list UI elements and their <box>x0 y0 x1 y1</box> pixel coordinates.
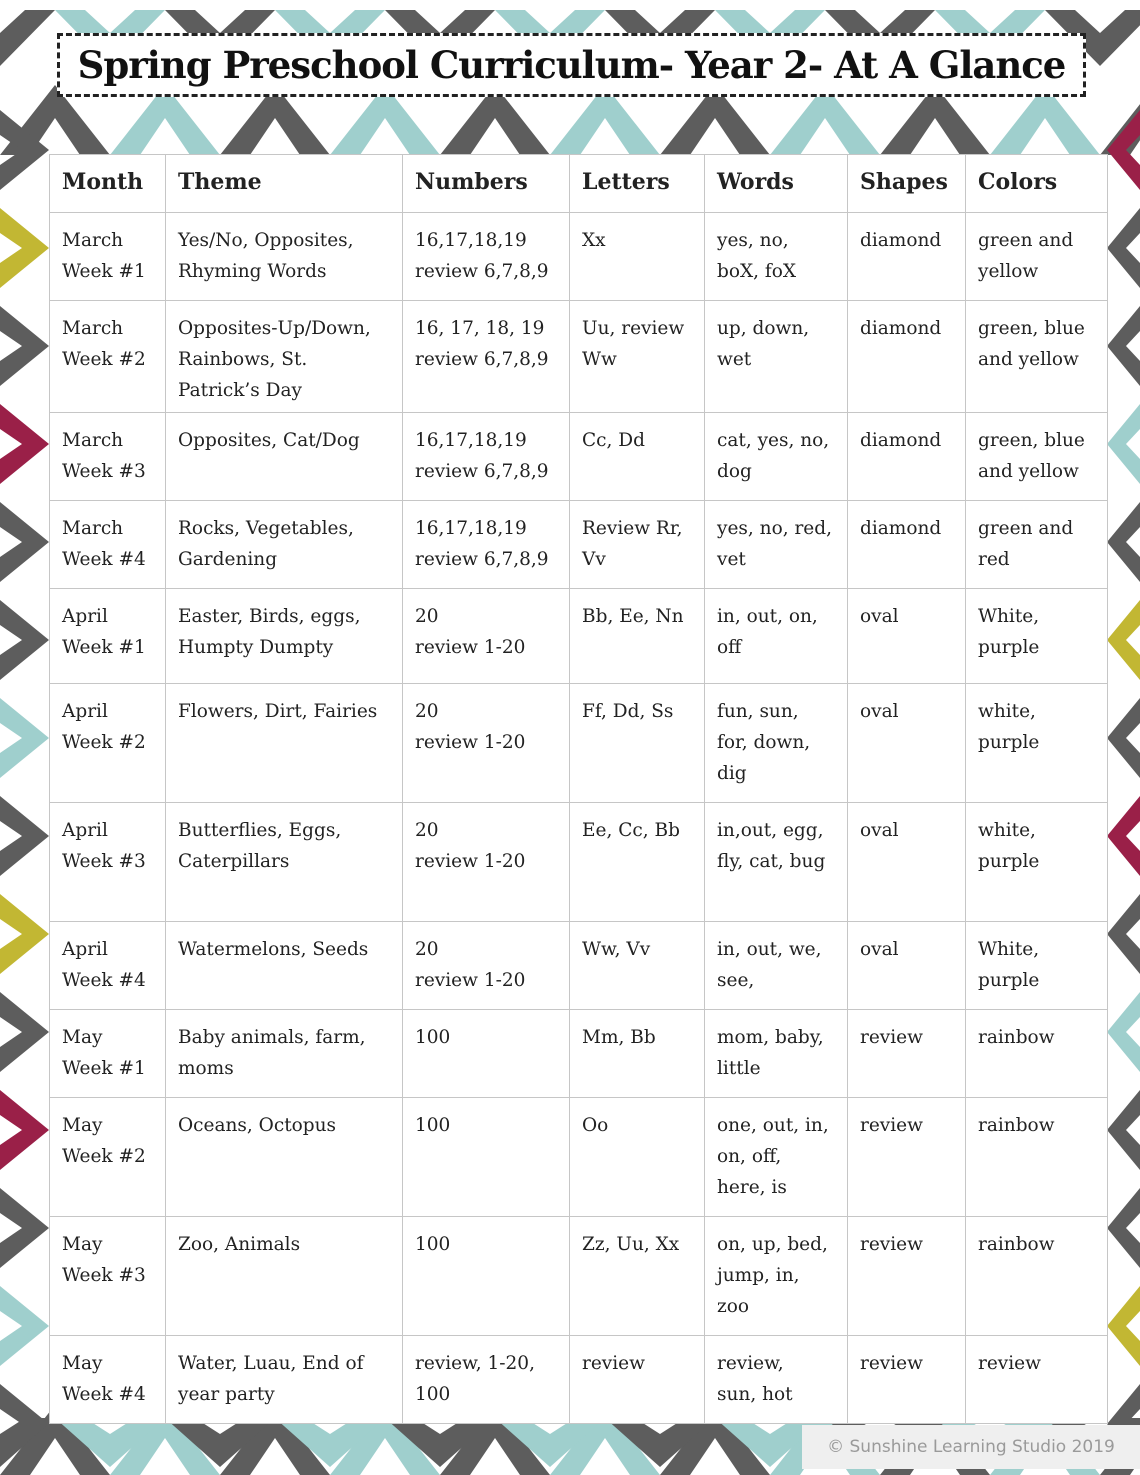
cell-line: review <box>860 1027 923 1048</box>
header-shapes: Shapes <box>848 155 966 213</box>
cell-line: Opposites, Cat/Dog <box>178 430 360 451</box>
chevron-shape <box>1107 404 1140 484</box>
cell-line: zoo <box>717 1296 750 1317</box>
cell-theme <box>166 589 403 684</box>
header-row <box>50 155 1108 213</box>
cell-numbers <box>403 1010 570 1098</box>
cell-colors <box>966 1217 1108 1336</box>
cell-line: White, <box>978 606 1040 627</box>
cell-line: and yellow <box>978 461 1079 482</box>
cell-line: Week #2 <box>62 732 146 753</box>
cell-words <box>705 922 848 1010</box>
chevron-shape <box>0 1188 49 1268</box>
cell-month <box>50 922 166 1010</box>
table-row <box>50 1336 1108 1424</box>
cell-line: Oo <box>582 1115 609 1136</box>
cell-line: review 6,7,8,9 <box>415 261 549 282</box>
cell-line: Rhyming Words <box>178 261 327 282</box>
cell-words <box>705 413 848 501</box>
cell-line: 16,17,18,19 <box>415 230 527 251</box>
cell-line: May <box>62 1234 103 1255</box>
cell-line: one, out, in, <box>717 1115 829 1136</box>
chevron-shape <box>1107 306 1140 386</box>
cell-line: Week #3 <box>62 851 146 872</box>
cell-colors <box>966 803 1108 922</box>
cell-numbers <box>403 589 570 684</box>
cell-line: diamond <box>860 230 942 251</box>
page-title: Spring Preschool Curriculum- Year 2- At A Glance <box>77 43 1066 87</box>
chevron-shape <box>1107 1286 1140 1366</box>
cell-line: review 6,7,8,9 <box>415 349 549 370</box>
cell-month <box>50 803 166 922</box>
cell-colors <box>966 589 1108 684</box>
cell-shapes <box>848 803 966 922</box>
chevron-shape <box>1107 698 1140 778</box>
cell-letters <box>570 1336 705 1424</box>
cell-month <box>50 589 166 684</box>
cell-numbers <box>403 301 570 413</box>
cell-month <box>50 1217 166 1336</box>
cell-colors <box>966 1336 1108 1424</box>
cell-letters <box>570 501 705 589</box>
cell-words <box>705 589 848 684</box>
cell-theme <box>166 1217 403 1336</box>
cell-line: yes, no, red, <box>717 518 832 539</box>
cell-line: year party <box>178 1384 275 1405</box>
cell-colors <box>966 1010 1108 1098</box>
cell-line: Opposites-Up/Down, <box>178 318 371 339</box>
cell-month <box>50 684 166 803</box>
cell-shapes <box>848 1217 966 1336</box>
cell-line: Week #1 <box>62 261 146 282</box>
curriculum-table-wrapper <box>49 154 1107 1424</box>
title-banner <box>57 33 1086 97</box>
cell-words <box>705 803 848 922</box>
cell-line: May <box>62 1027 103 1048</box>
chevron-shape <box>0 796 49 876</box>
cell-colors <box>966 501 1108 589</box>
cell-line: 100 <box>415 1384 451 1405</box>
cell-line: Rainbows, St. <box>178 349 308 370</box>
cell-line: white, <box>978 820 1036 841</box>
cell-line: Patrick’s Day <box>178 380 302 401</box>
cell-line: Xx <box>582 230 606 251</box>
cell-line: purple <box>978 732 1040 753</box>
cell-line: Week #4 <box>62 1384 146 1405</box>
cell-line: sun, hot <box>717 1384 793 1405</box>
chevron-shape <box>1107 894 1140 974</box>
cell-numbers <box>403 413 570 501</box>
cell-line: review <box>860 1353 923 1374</box>
cell-line: green and <box>978 518 1074 539</box>
cell-line: green, blue <box>978 430 1085 451</box>
cell-shapes <box>848 501 966 589</box>
cell-line: mom, baby, <box>717 1027 824 1048</box>
cell-line: Week #3 <box>62 1265 146 1286</box>
cell-line: Week #2 <box>62 1146 146 1167</box>
chevron-shape <box>1107 110 1140 190</box>
cell-line: Week #4 <box>62 970 146 991</box>
cell-line: review 1-20 <box>415 732 526 753</box>
cell-theme <box>166 1336 403 1424</box>
cell-letters <box>570 1217 705 1336</box>
table-row <box>50 213 1108 301</box>
cell-month <box>50 301 166 413</box>
cell-line: 16, 17, 18, 19 <box>415 318 545 339</box>
cell-shapes <box>848 413 966 501</box>
chevron-shape <box>0 600 49 680</box>
cell-theme <box>166 301 403 413</box>
cell-letters <box>570 301 705 413</box>
chevron-shape <box>0 404 49 484</box>
cell-line: review 6,7,8,9 <box>415 549 549 570</box>
cell-line: Week #4 <box>62 549 146 570</box>
cell-letters <box>570 684 705 803</box>
chevron-shape <box>1107 992 1140 1072</box>
cell-words <box>705 301 848 413</box>
chevron-shape <box>1107 502 1140 582</box>
cell-line: Week #1 <box>62 1058 146 1079</box>
cell-shapes <box>848 1336 966 1424</box>
cell-line: diamond <box>860 318 942 339</box>
cell-numbers <box>403 922 570 1010</box>
table-row <box>50 301 1108 413</box>
cell-letters <box>570 1098 705 1217</box>
table-row <box>50 1217 1108 1336</box>
cell-line: red <box>978 549 1010 570</box>
cell-line: May <box>62 1115 103 1136</box>
cell-letters <box>570 922 705 1010</box>
cell-line: purple <box>978 637 1040 658</box>
cell-words <box>705 1217 848 1336</box>
cell-letters <box>570 413 705 501</box>
cell-month <box>50 413 166 501</box>
cell-line: fun, sun, <box>717 701 799 722</box>
cell-line: review 1-20 <box>415 970 526 991</box>
cell-letters <box>570 589 705 684</box>
cell-words <box>705 501 848 589</box>
cell-line: on, up, bed, <box>717 1234 828 1255</box>
cell-line: March <box>62 518 124 539</box>
cell-line: Mm, Bb <box>582 1027 656 1048</box>
table-row <box>50 1098 1108 1217</box>
cell-line: Easter, Birds, eggs, <box>178 606 361 627</box>
cell-line: purple <box>978 851 1040 872</box>
cell-line: May <box>62 1353 103 1374</box>
cell-line: 20 <box>415 939 439 960</box>
cell-line: fly, cat, bug <box>717 851 826 872</box>
cell-line: 20 <box>415 606 439 627</box>
cell-theme <box>166 501 403 589</box>
cell-line: Review Rr, <box>582 518 683 539</box>
header-numbers: Numbers <box>403 155 570 213</box>
cell-line: dig <box>717 763 747 784</box>
chevron-shape <box>1107 1188 1140 1268</box>
cell-line: green, blue <box>978 318 1085 339</box>
cell-line: vet <box>717 549 746 570</box>
cell-numbers <box>403 803 570 922</box>
cell-colors <box>966 301 1108 413</box>
cell-colors <box>966 1098 1108 1217</box>
chevron-shape <box>0 1286 49 1366</box>
chevron-shape <box>0 306 49 386</box>
cell-line: see, <box>717 970 755 991</box>
cell-theme <box>166 413 403 501</box>
cell-line: White, <box>978 939 1040 960</box>
cell-line: March <box>62 430 124 451</box>
cell-line: Water, Luau, End of <box>178 1353 364 1374</box>
cell-line: Bb, Ee, Nn <box>582 606 684 627</box>
cell-shapes <box>848 922 966 1010</box>
cell-line: Zz, Uu, Xx <box>582 1234 680 1255</box>
table-row <box>50 1010 1108 1098</box>
chevron-shape <box>0 1090 49 1170</box>
table-row <box>50 684 1108 803</box>
header-theme: Theme <box>166 155 403 213</box>
cell-line: April <box>62 939 108 960</box>
cell-line: diamond <box>860 430 942 451</box>
cell-line: Flowers, Dirt, Fairies <box>178 701 378 722</box>
cell-numbers <box>403 213 570 301</box>
cell-line: Vv <box>582 549 606 570</box>
cell-theme <box>166 1010 403 1098</box>
table-body <box>50 213 1108 1424</box>
cell-line: review 1-20 <box>415 637 526 658</box>
header-words: Words <box>705 155 848 213</box>
cell-line: Yes/No, Opposites, <box>178 230 354 251</box>
cell-line: 100 <box>415 1234 451 1255</box>
cell-shapes <box>848 1098 966 1217</box>
cell-colors <box>966 213 1108 301</box>
cell-line: review <box>860 1234 923 1255</box>
cell-line: in,out, egg, <box>717 820 824 841</box>
cell-colors <box>966 922 1108 1010</box>
chevron-shape <box>1107 600 1140 680</box>
cell-line: oval <box>860 606 899 627</box>
cell-shapes <box>848 1010 966 1098</box>
cell-line: review, 1-20, <box>415 1353 535 1374</box>
cell-line: here, is <box>717 1177 787 1198</box>
cell-letters <box>570 1010 705 1098</box>
cell-line: Cc, Dd <box>582 430 645 451</box>
cell-line: April <box>62 820 108 841</box>
cell-line: green and <box>978 230 1074 251</box>
cell-words <box>705 213 848 301</box>
chevron-shape <box>1107 1090 1140 1170</box>
header-month: Month <box>50 155 166 213</box>
cell-month <box>50 213 166 301</box>
cell-theme <box>166 213 403 301</box>
copyright-notice: © Sunshine Learning Studio 2019 <box>802 1425 1140 1469</box>
cell-shapes <box>848 589 966 684</box>
cell-colors <box>966 413 1108 501</box>
table-row <box>50 803 1108 922</box>
cell-shapes <box>848 684 966 803</box>
table-row <box>50 922 1108 1010</box>
cell-month <box>50 1010 166 1098</box>
cell-numbers <box>403 684 570 803</box>
cell-line: in, out, on, <box>717 606 818 627</box>
cell-numbers <box>403 1217 570 1336</box>
cell-line: Caterpillars <box>178 851 290 872</box>
chevron-shape <box>0 992 49 1072</box>
cell-line: Ww <box>582 349 617 370</box>
table-row <box>50 589 1108 684</box>
header-letters: Letters <box>570 155 705 213</box>
cell-line: Baby animals, farm, <box>178 1027 366 1048</box>
chevron-shape <box>1107 208 1140 288</box>
cell-line: Humpty Dumpty <box>178 637 334 658</box>
cell-line: Zoo, Animals <box>178 1234 301 1255</box>
cell-line: in, out, we, <box>717 939 822 960</box>
header-colors: Colors <box>966 155 1108 213</box>
chevron-shape <box>0 502 49 582</box>
cell-line: dog <box>717 461 752 482</box>
cell-line: off <box>717 637 742 658</box>
cell-line: white, <box>978 701 1036 722</box>
cell-line: 20 <box>415 701 439 722</box>
cell-numbers <box>403 501 570 589</box>
cell-line: cat, yes, no, <box>717 430 830 451</box>
chevron-shape <box>0 698 49 778</box>
chevron-shape <box>0 10 55 66</box>
cell-line: Ff, Dd, Ss <box>582 701 674 722</box>
curriculum-table <box>49 154 1108 1424</box>
cell-line: oval <box>860 701 899 722</box>
cell-line: Watermelons, Seeds <box>178 939 369 960</box>
cell-line: review <box>978 1353 1041 1374</box>
cell-line: 20 <box>415 820 439 841</box>
cell-line: review, <box>717 1353 784 1374</box>
cell-line: oval <box>860 820 899 841</box>
cell-line: wet <box>717 349 752 370</box>
cell-line: review <box>860 1115 923 1136</box>
cell-line: March <box>62 318 124 339</box>
cell-theme <box>166 922 403 1010</box>
cell-line: boX, foX <box>717 261 797 282</box>
cell-line: Rocks, Vegetables, <box>178 518 354 539</box>
cell-theme <box>166 803 403 922</box>
cell-month <box>50 1336 166 1424</box>
cell-line: 100 <box>415 1115 451 1136</box>
cell-line: up, down, <box>717 318 810 339</box>
cell-line: Week #1 <box>62 637 146 658</box>
cell-words <box>705 1098 848 1217</box>
cell-line: April <box>62 701 108 722</box>
cell-theme <box>166 684 403 803</box>
cell-line: Oceans, Octopus <box>178 1115 337 1136</box>
cell-line: 100 <box>415 1027 451 1048</box>
table-row <box>50 501 1108 589</box>
cell-line: Week #3 <box>62 461 146 482</box>
cell-words <box>705 1336 848 1424</box>
cell-line: yes, no, <box>717 230 789 251</box>
cell-numbers <box>403 1098 570 1217</box>
cell-line: Ee, Cc, Bb <box>582 820 680 841</box>
cell-line: March <box>62 230 124 251</box>
cell-line: review 1-20 <box>415 851 526 872</box>
cell-line: yellow <box>978 261 1039 282</box>
cell-line: rainbow <box>978 1234 1055 1255</box>
cell-month <box>50 501 166 589</box>
chevron-shape <box>0 208 49 288</box>
cell-line: rainbow <box>978 1115 1055 1136</box>
cell-letters <box>570 803 705 922</box>
cell-line: oval <box>860 939 899 960</box>
cell-numbers <box>403 1336 570 1424</box>
cell-line: moms <box>178 1058 234 1079</box>
cell-line: Ww, Vv <box>582 939 651 960</box>
cell-line: for, down, <box>717 732 811 753</box>
cell-theme <box>166 1098 403 1217</box>
cell-line: and yellow <box>978 349 1079 370</box>
cell-line: purple <box>978 970 1040 991</box>
cell-line: review 6,7,8,9 <box>415 461 549 482</box>
cell-shapes <box>848 301 966 413</box>
cell-line: Uu, review <box>582 318 685 339</box>
cell-line: Week #2 <box>62 349 146 370</box>
cell-shapes <box>848 213 966 301</box>
cell-line: Gardening <box>178 549 278 570</box>
chevron-shape <box>1107 796 1140 876</box>
cell-line: 16,17,18,19 <box>415 518 527 539</box>
cell-words <box>705 684 848 803</box>
cell-colors <box>966 684 1108 803</box>
cell-letters <box>570 213 705 301</box>
cell-line: 16,17,18,19 <box>415 430 527 451</box>
cell-line: rainbow <box>978 1027 1055 1048</box>
chevron-shape <box>0 894 49 974</box>
cell-line: April <box>62 606 108 627</box>
cell-line: jump, in, <box>717 1265 800 1286</box>
cell-line: on, off, <box>717 1146 782 1167</box>
cell-line: diamond <box>860 518 942 539</box>
cell-line: little <box>717 1058 761 1079</box>
cell-line: review <box>582 1353 645 1374</box>
cell-words <box>705 1010 848 1098</box>
cell-line: Butterflies, Eggs, <box>178 820 342 841</box>
cell-month <box>50 1098 166 1217</box>
table-row <box>50 413 1108 501</box>
